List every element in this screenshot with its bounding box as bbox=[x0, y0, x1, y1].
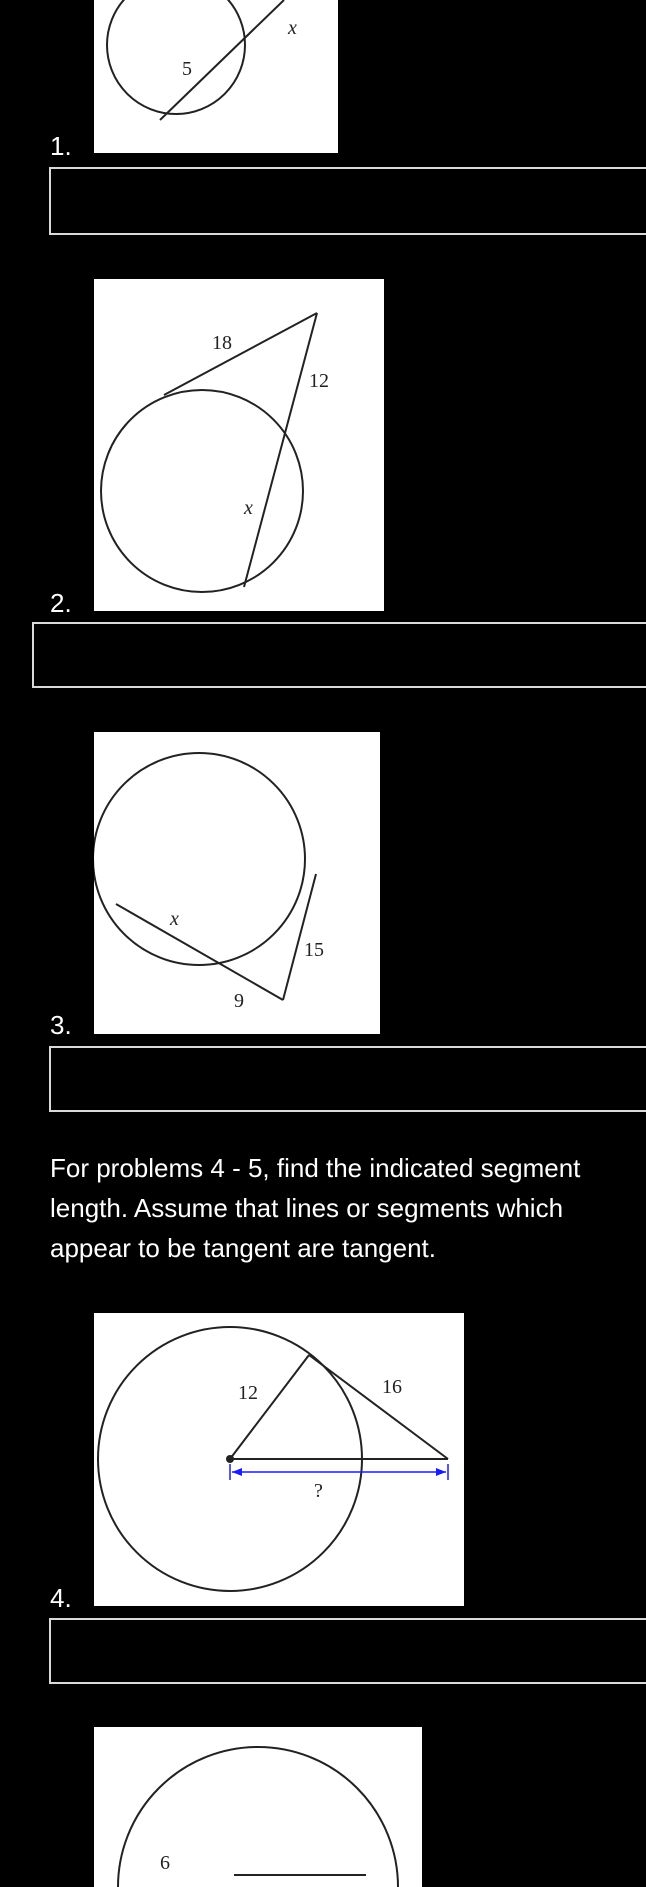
instructions-text: For problems 4 - 5, find the indicated segment length. Assume that lines or segments which appear to be tangent are tangent. bbox=[50, 1153, 581, 1263]
problem-1-number: 1. bbox=[50, 131, 72, 161]
problem-2-figure bbox=[94, 279, 384, 611]
problem-2-answer-box[interactable] bbox=[32, 622, 646, 688]
tangent-line bbox=[309, 1355, 448, 1459]
label-external: 9 bbox=[234, 990, 244, 1012]
secant-line bbox=[244, 313, 317, 587]
problem-1-figure bbox=[94, 0, 338, 153]
center-point bbox=[226, 1455, 234, 1463]
problem-4-diagram bbox=[94, 1313, 464, 1606]
label-x: x bbox=[244, 497, 253, 519]
label-chord: 5 bbox=[182, 58, 192, 80]
label-partial: 6 bbox=[160, 1852, 170, 1874]
circle bbox=[94, 753, 305, 965]
circle bbox=[101, 390, 303, 592]
measure-arrow-right bbox=[436, 1468, 446, 1476]
problem-3-answer-box[interactable] bbox=[49, 1046, 646, 1112]
label-tangent: 18 bbox=[212, 332, 232, 354]
secant-line bbox=[160, 0, 284, 120]
label-unknown: ? bbox=[314, 1480, 323, 1502]
problem-4-answer-box[interactable] bbox=[49, 1618, 646, 1684]
label-tangent: 15 bbox=[304, 939, 324, 961]
tangent-line bbox=[164, 313, 317, 395]
problem-5-diagram bbox=[94, 1727, 422, 1887]
problem-3-diagram bbox=[94, 732, 380, 1034]
label-external: 12 bbox=[309, 370, 329, 392]
problem-2-diagram bbox=[94, 279, 384, 611]
label-tangent: 16 bbox=[382, 1376, 402, 1398]
problem-2-number: 2. bbox=[50, 588, 72, 618]
problem-4-figure bbox=[94, 1313, 464, 1606]
problem-3-number: 3. bbox=[50, 1010, 72, 1040]
problem-4-number: 4. bbox=[50, 1583, 72, 1613]
measure-arrow-left bbox=[232, 1468, 242, 1476]
secant-line bbox=[116, 904, 283, 1000]
problem-1-diagram bbox=[94, 0, 338, 153]
label-radius: 12 bbox=[238, 1382, 258, 1404]
label-x: x bbox=[170, 908, 179, 930]
radius-line bbox=[230, 1355, 309, 1459]
problem-3-figure bbox=[94, 732, 380, 1034]
problem-1-answer-box[interactable] bbox=[49, 167, 646, 235]
label-x: x bbox=[288, 17, 297, 39]
problem-5-figure bbox=[94, 1727, 422, 1887]
